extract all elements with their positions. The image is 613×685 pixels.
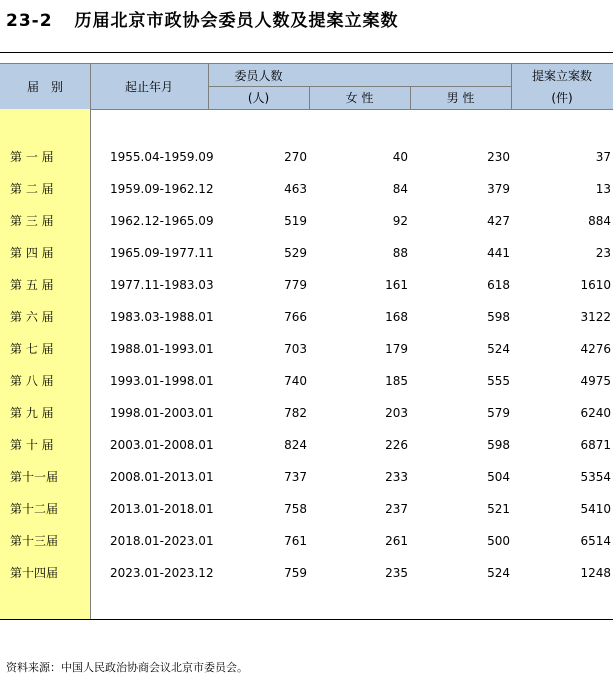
male-members-cell: 618 [487,278,510,292]
table-row [0,141,613,173]
male-members-cell: 521 [487,502,510,516]
male-members-cell: 524 [487,566,510,580]
header-bottom-border [0,109,613,110]
period-cell: 2023.01-2023.12 [110,566,214,580]
total-members-cell: 519 [284,214,307,228]
period-cell: 1965.09-1977.11 [110,246,214,260]
female-members-cell: 84 [392,182,408,196]
table-title [6,6,399,31]
table-row [0,269,613,301]
proposals-cell: 6240 [580,406,611,420]
header-session: 届 别 [26,79,63,94]
male-members-cell: 441 [487,246,510,260]
session-cell: 第 二 届 [10,182,54,196]
header-proposals-unit: (件) [551,91,573,105]
session-cell: 第 十 届 [10,438,54,452]
male-members-cell: 427 [487,214,510,228]
session-cell: 第 五 届 [10,278,54,292]
female-members-cell: 179 [385,342,408,356]
period-cell: 2013.01-2018.01 [110,502,214,516]
female-members-cell: 233 [385,470,408,484]
source-note: 资料来源：中国人民政治协商会议北京市委员会。 [6,661,248,674]
proposals-cell: 37 [595,150,611,164]
column-divider [410,86,411,109]
table-row [0,557,613,589]
proposals-cell: 1610 [580,278,611,292]
top-rule [0,52,613,53]
table-row [0,365,613,397]
female-members-cell: 161 [385,278,408,292]
period-cell: 1977.11-1983.03 [110,278,214,292]
proposals-cell: 884 [588,214,611,228]
proposals-cell: 5410 [580,502,611,516]
session-cell: 第 八 届 [10,374,54,388]
male-members-cell: 504 [487,470,510,484]
session-cell: 第 六 届 [10,310,54,324]
total-members-cell: 824 [284,438,307,452]
header-male: 男 性 [446,91,475,105]
female-members-cell: 185 [385,374,408,388]
column-divider [208,63,209,109]
proposals-cell: 1248 [580,566,611,580]
table-row [0,397,613,429]
total-members-cell: 270 [284,150,307,164]
female-members-cell: 203 [385,406,408,420]
proposals-cell: 23 [595,246,611,260]
header-members: 委员人数 [234,68,283,83]
male-members-cell: 230 [487,150,510,164]
period-cell: 1959.09-1962.12 [110,182,214,196]
female-members-cell: 235 [385,566,408,580]
period-cell: 1998.01-2003.01 [110,406,214,420]
total-members-cell: 703 [284,342,307,356]
total-members-cell: 529 [284,246,307,260]
male-members-cell: 524 [487,342,510,356]
female-members-cell: 88 [392,246,408,260]
period-cell: 2003.01-2008.01 [110,438,214,452]
period-cell: 1955.04-1959.09 [110,150,214,164]
total-members-cell: 759 [284,566,307,580]
table-number: 23-2 [6,11,53,31]
female-members-cell: 40 [392,150,408,164]
proposals-cell: 6514 [580,534,611,548]
female-members-cell: 168 [385,310,408,324]
session-cell: 第 七 届 [10,342,54,356]
proposals-cell: 5354 [580,470,611,484]
total-members-cell: 779 [284,278,307,292]
session-cell: 第 三 届 [10,214,54,228]
period-cell: 1983.03-1988.01 [110,310,214,324]
session-cell: 第 一 届 [10,150,54,164]
period-cell: 2008.01-2013.01 [110,470,214,484]
proposals-cell: 4975 [580,374,611,388]
session-cell: 第十四届 [10,566,59,580]
total-members-cell: 761 [284,534,307,548]
female-members-cell: 92 [392,214,408,228]
male-members-cell: 379 [487,182,510,196]
female-members-cell: 237 [385,502,408,516]
header-proposals: 提案立案数 [531,68,592,83]
period-cell: 1993.01-1998.01 [110,374,214,388]
proposals-cell: 13 [595,182,611,196]
period-cell: 1988.01-1993.01 [110,342,214,356]
table-row [0,333,613,365]
bottom-rule [0,619,613,620]
table-row [0,173,613,205]
male-members-cell: 579 [487,406,510,420]
total-members-cell: 766 [284,310,307,324]
period-cell: 1962.12-1965.09 [110,214,214,228]
session-cell: 第 九 届 [10,406,54,420]
session-cell: 第十一届 [10,470,59,484]
period-cell: 2018.01-2023.01 [110,534,214,548]
table-row [0,429,613,461]
header-female: 女 性 [345,91,374,105]
table-title-text: 历届北京市政协会委员人数及提案立案数 [74,11,399,31]
male-members-cell: 500 [487,534,510,548]
table-row [0,237,613,269]
female-members-cell: 261 [385,534,408,548]
proposals-cell: 6871 [580,438,611,452]
total-members-cell: 740 [284,374,307,388]
column-divider [511,63,512,109]
table-row [0,301,613,333]
male-members-cell: 555 [487,374,510,388]
total-members-cell: 737 [284,470,307,484]
column-divider [309,86,310,109]
table-row [0,493,613,525]
total-members-cell: 782 [284,406,307,420]
male-members-cell: 598 [487,310,510,324]
female-members-cell: 226 [385,438,408,452]
proposals-cell: 3122 [580,310,611,324]
session-cell: 第十三届 [10,534,59,548]
session-cell: 第 四 届 [10,246,54,260]
session-cell: 第十二届 [10,502,59,516]
table-row [0,205,613,237]
table-row [0,525,613,557]
male-members-cell: 598 [487,438,510,452]
table-row [0,461,613,493]
total-members-cell: 758 [284,502,307,516]
proposals-cell: 4276 [580,342,611,356]
header-members-unit: (人) [247,91,270,105]
total-members-cell: 463 [284,182,307,196]
header-period: 起止年月 [124,79,173,94]
